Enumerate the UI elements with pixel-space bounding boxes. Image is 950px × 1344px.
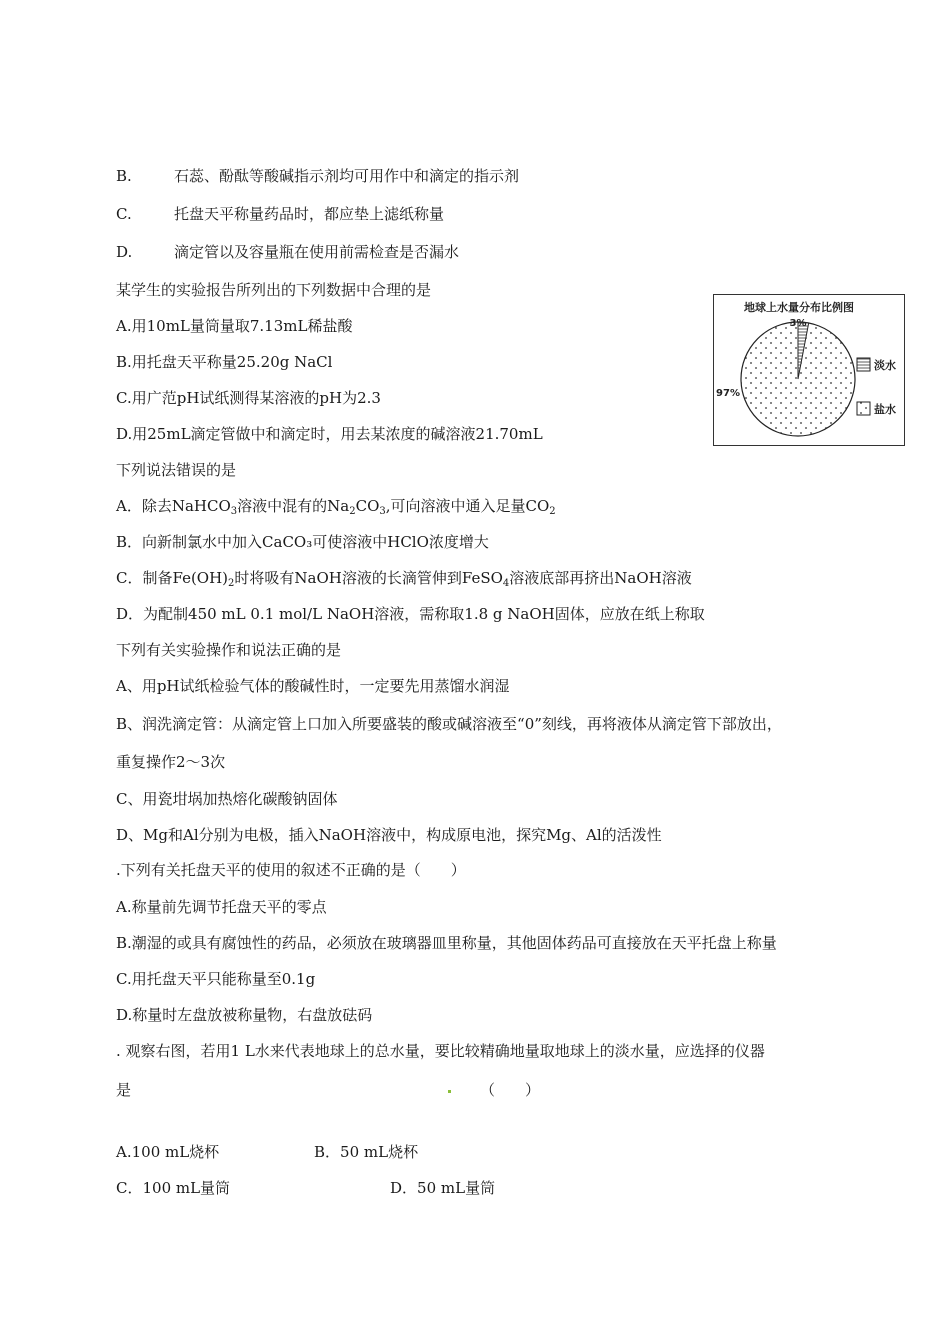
option-a-text-3: CO [355, 497, 380, 515]
option-a [116, 496, 556, 516]
question-stem: 某学生的实验报告所列出的下列数据中合理的是 [116, 281, 432, 299]
salt-legend-label: 盐水 [874, 403, 896, 416]
option-c-balance [116, 204, 444, 224]
fresh-legend-label: 淡水 [874, 359, 896, 372]
option-c: C、用瓷坩埚加热熔化碳酸钠固体 [116, 790, 338, 808]
option-a-text-4: ,可向溶液中通入足量CO [385, 497, 550, 515]
water-distribution-figure [713, 294, 905, 446]
subscript: 2 [349, 506, 356, 517]
option-a: A.用10mL量筒量取7.13mL稀盐酸 [116, 317, 353, 335]
fresh-legend-swatch [857, 358, 870, 371]
option-b-indicator [116, 166, 519, 186]
subscript: 2 [228, 578, 235, 589]
option-a-text-2: 溶液中混有的Na [237, 497, 350, 515]
option-a: A.称量前先调节托盘天平的零点 [116, 898, 327, 916]
option-letter: B. [116, 167, 132, 185]
option-b: B.用托盘天平称量25.20g NaCl [116, 353, 333, 371]
option-c-text-1: C．制备Fe(OH) [116, 569, 229, 587]
option-c-text-2: 时将吸有NaOH溶液的长滴管伸到FeSO [234, 569, 503, 587]
option-c-text-3: 溶液底部再挤出NaOH溶液 [509, 569, 692, 587]
option-b: B、润洗滴定管：从滴定管上口加入所要盛装的酸或碱溶液至“0”刻线，再将液体从滴定管下部放出， [116, 715, 782, 733]
option-a: A.100 mL烧杯 [116, 1143, 220, 1161]
fresh-percent-label: 3% [789, 318, 807, 329]
question-stem: . 观察右图，若用1 L水来代表地球上的总水量，要比较精确地量取地球上的淡水量，应选择的仪器 [116, 1042, 765, 1060]
option-d: D．50 mL量筒 [390, 1179, 496, 1197]
option-c: C.用广范pH试纸测得某溶液的pH为2.3 [116, 389, 381, 407]
question-stem: 下列说法错误的是 [116, 461, 237, 479]
subscript: 3 [230, 506, 238, 517]
salt-legend-swatch [857, 402, 870, 415]
option-d: D.用25mL滴定管做中和滴定时，用去某浓度的碱溶液21.70mL [116, 425, 543, 443]
option-a: A、用pH试纸检验气体的酸碱性时，一定要先用蒸馏水润湿 [116, 677, 510, 695]
option-b-continued: 重复操作2～3次 [116, 753, 226, 771]
salt-percent-label: 97% [716, 388, 740, 399]
option-c [116, 568, 692, 588]
subscript: 3 [379, 506, 386, 517]
option-d: D.称量时左盘放被称量物，右盘放砝码 [116, 1006, 373, 1024]
option-c: C.用托盘天平只能称量至0.1g [116, 970, 316, 988]
subscript: 4 [502, 578, 510, 589]
option-b: B．50 mL烧杯 [314, 1143, 419, 1161]
option-text: 滴定管以及容量瓶在使用前需检查是否漏水 [174, 243, 460, 261]
option-d: D．为配制450 mL 0.1 mol/L NaOH溶液，需称取1.8 g NaOH固体，应放在纸上称取 [116, 605, 705, 623]
option-text: 托盘天平称量药品时，都应垫上滤纸称量 [174, 205, 445, 223]
option-b: B.潮湿的或具有腐蚀性的药品，必须放在玻璃器皿里称量，其他固体药品可直接放在天平托盘上称量 [116, 934, 777, 952]
option-letter: C. [116, 205, 132, 223]
question-stem-continued: 是 [116, 1081, 132, 1099]
option-d-burette [116, 242, 459, 262]
option-letter: D. [116, 243, 133, 261]
answer-blank: （ ） [480, 1081, 541, 1099]
option-c: C．100 mL量筒 [116, 1179, 231, 1197]
figure-title: 地球上水量分布比例图 [744, 301, 854, 314]
option-a-text-1: A．除去NaHCO [116, 497, 231, 515]
option-text: 石蕊、酚酞等酸碱指示剂均可用作中和滴定的指示剂 [174, 167, 520, 185]
question-stem: .下列有关托盘天平的使用的叙述不正确的是（ ） [116, 861, 466, 879]
subscript: 2 [549, 506, 556, 517]
option-d: D、Mg和Al分别为电极，插入NaOH溶液中，构成原电池，探究Mg、Al的活泼性 [116, 826, 662, 844]
option-b: B．向新制氯水中加入CaCO₃可使溶液中HClO浓度增大 [116, 533, 489, 551]
stray-mark [448, 1090, 451, 1093]
question-stem: 下列有关实验操作和说法正确的是 [116, 641, 342, 659]
